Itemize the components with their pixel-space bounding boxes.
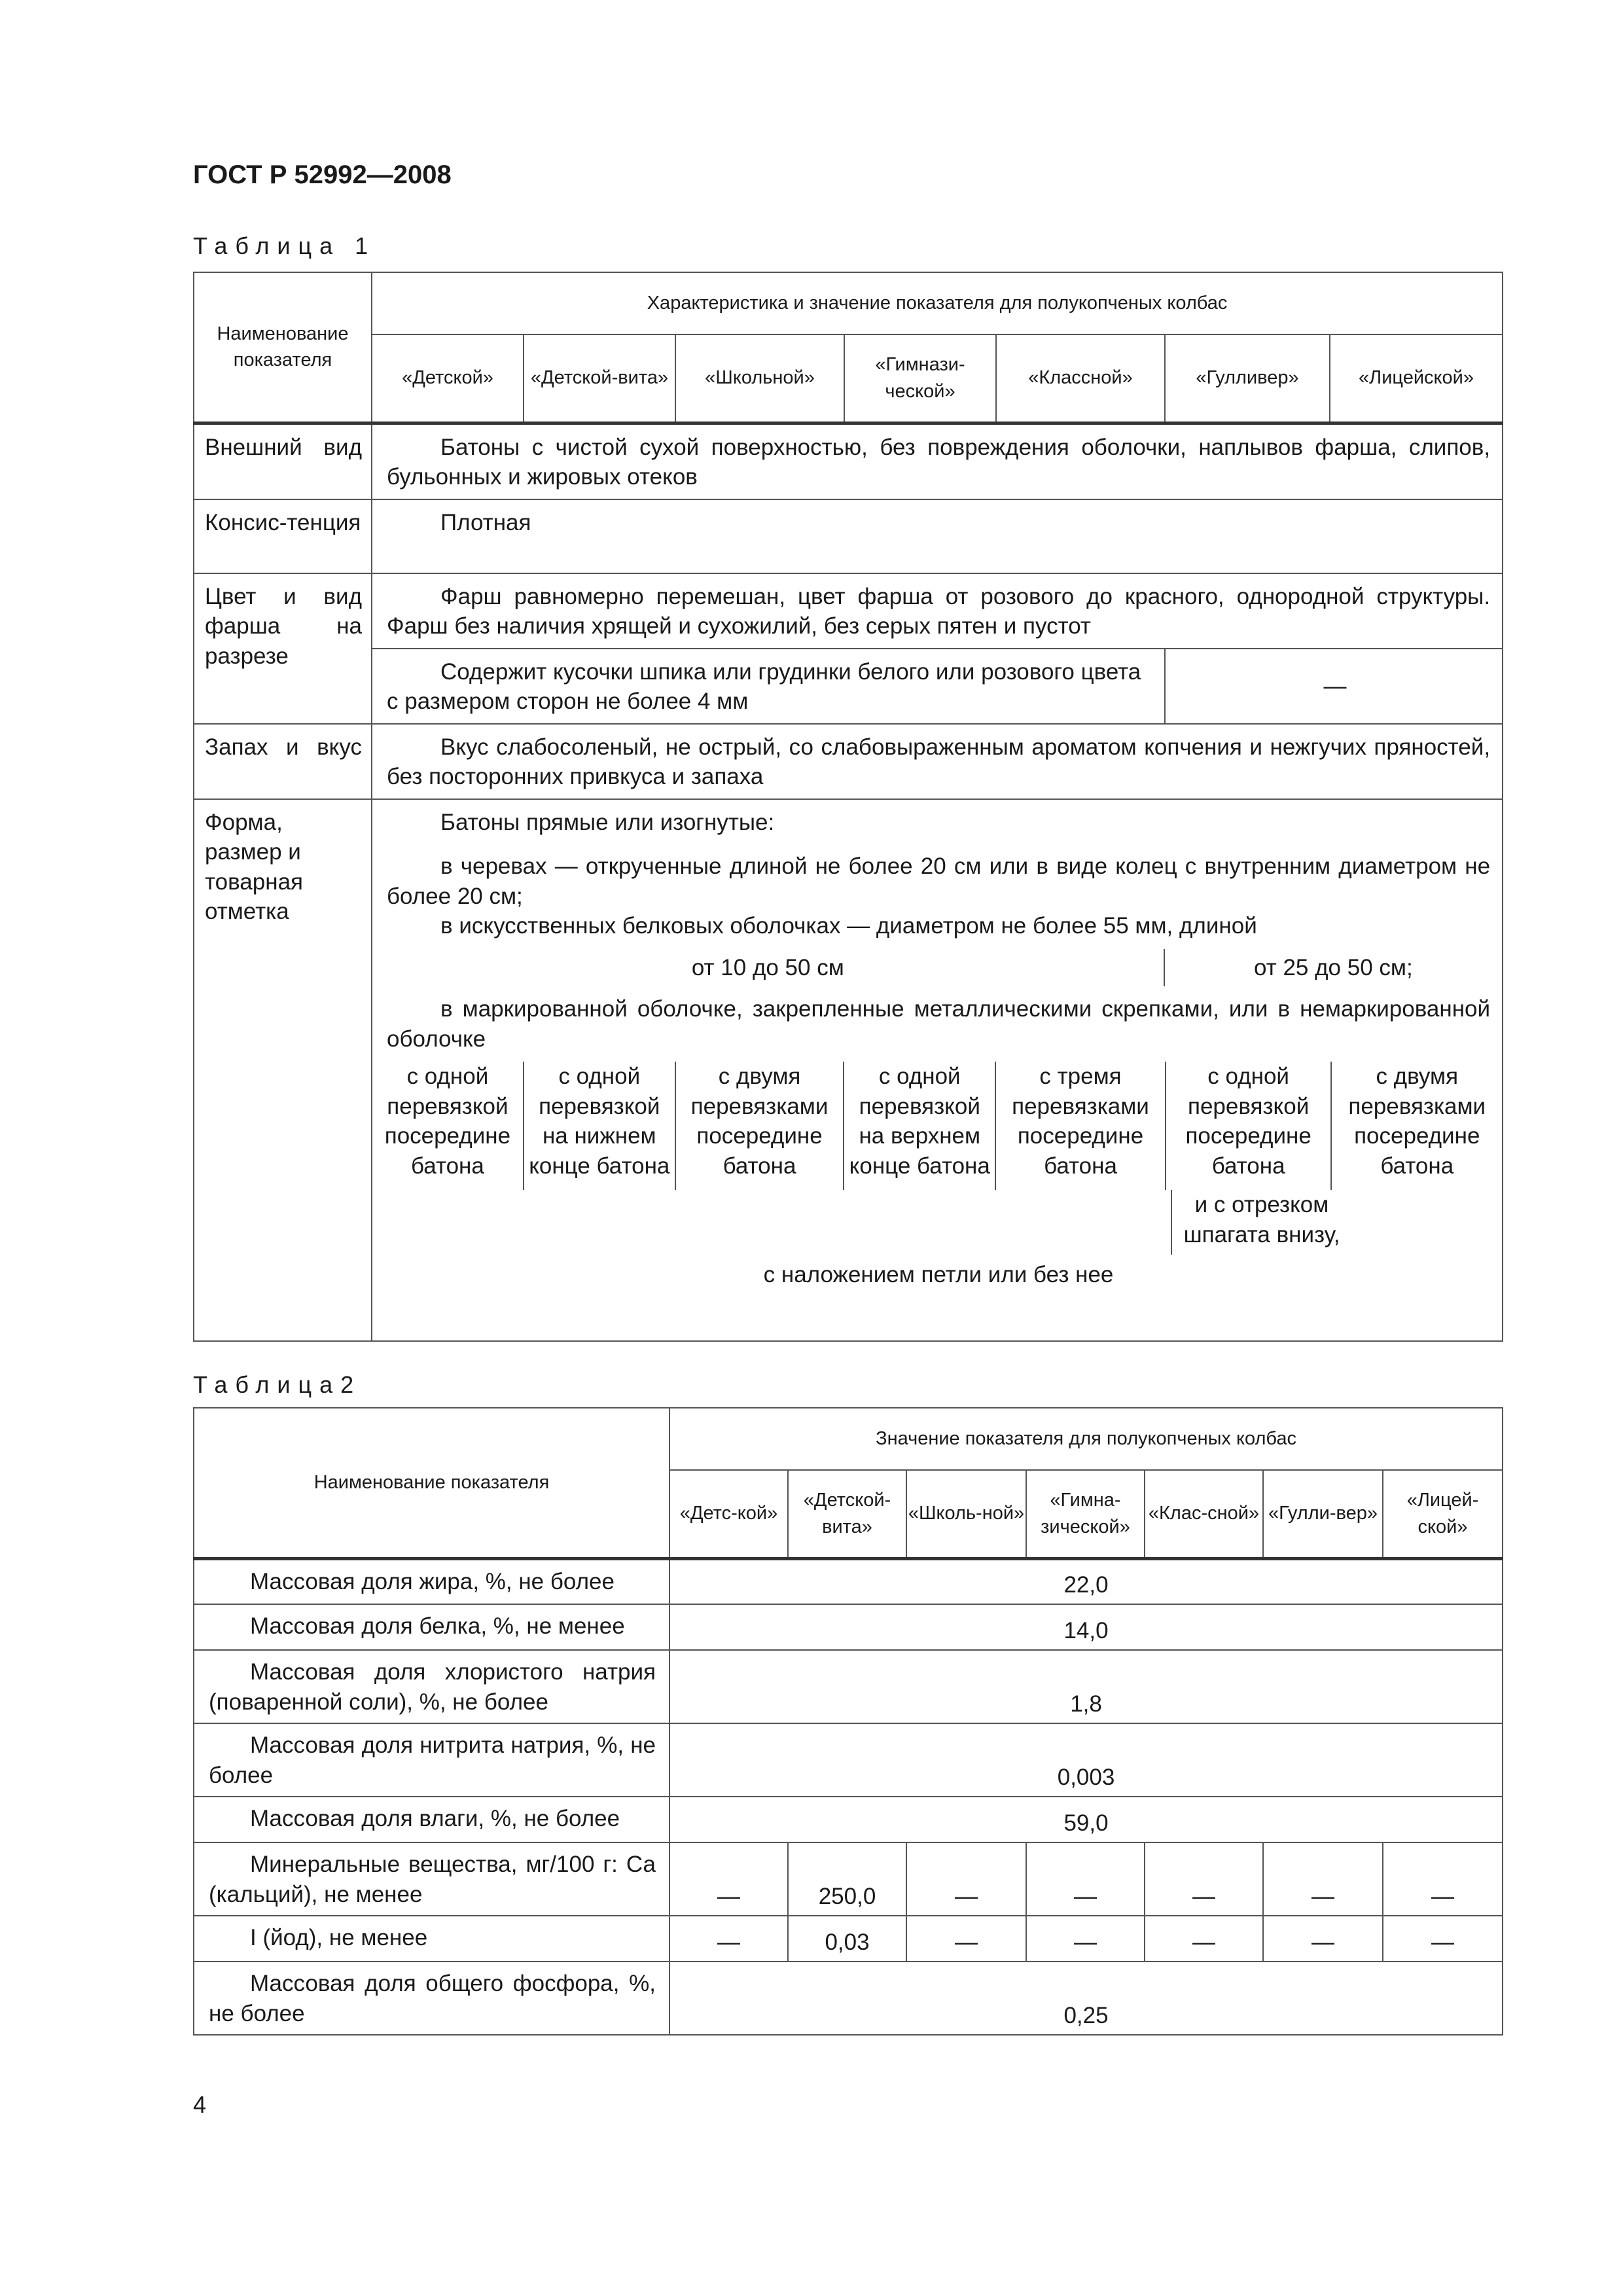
t2-iodine-value: — <box>906 1916 1026 1962</box>
t1-tie: с одной перевязкой на верхнем конце батона <box>844 1062 996 1190</box>
t2-header-group: Значение показателя для полукопченых колбас <box>669 1408 1503 1470</box>
t1-form-loop: с наложением петли или без нее <box>763 1262 1114 1287</box>
page-number: 4 <box>193 2091 207 2118</box>
t1-brand: «Детской» <box>372 334 524 423</box>
t1-tie: с тремя перевязками посередине батона <box>1012 1064 1149 1179</box>
t2-brand: «Клас-сной» <box>1145 1470 1263 1558</box>
t1-text-color: Фарш равномерно перемешан, цвет фарша от розового до красного, однородной структуры. Фарш без наличия хрящей и сухожилий, без серых пятен и пустот <box>387 583 1491 639</box>
t2-calcium-value: — <box>906 1842 1026 1916</box>
t2-calcium-value: 250,0 <box>788 1842 906 1916</box>
t1-brand: «Детской-вита» <box>524 334 675 423</box>
t1-tie: с одной перевязкой посередине батона <box>1165 1062 1332 1190</box>
t1-brand: «Гимнази-ческой» <box>844 334 996 423</box>
t1-color-dash: — <box>1165 649 1503 724</box>
t2-calcium-value: — <box>1026 1842 1145 1916</box>
t1-form-p2: в черевах — открученные длиной не более 20 см или в виде колец с внутренним диаметром не более 20 см; <box>387 853 1491 909</box>
t1-brand: «Гулливер» <box>1165 334 1330 423</box>
table2-caption: Таблица2 <box>193 1371 362 1398</box>
t1-form-twine-row <box>372 1190 1502 1255</box>
t1-form-len1: от 10 до 50 см <box>372 949 1165 987</box>
t2-iodine-value: — <box>1026 1916 1145 1962</box>
t2-row-value: 22,0 <box>669 1558 1503 1604</box>
t1-tie: с одной перевязкой на нижнем конце батона <box>524 1062 676 1190</box>
t1-tie: с двумя перевязками посередине батона <box>1348 1064 1486 1179</box>
t2-iodine-value: — <box>669 1916 788 1962</box>
t2-row-label: Массовая доля жира, %, не более <box>194 1558 669 1604</box>
t2-brand: «Детской-вита» <box>788 1470 906 1558</box>
document-header: ГОСТ Р 52992—2008 <box>193 160 452 189</box>
t1-header-param: Наименование показателя <box>194 272 372 423</box>
t1-form-ties <box>372 1062 1502 1190</box>
t1-brand: «Школьной» <box>675 334 844 423</box>
t1-label-smell: Запах и вкус <box>194 724 372 799</box>
t1-form-p3: в искусственных белковых оболочках — диаметром не более 55 мм, длиной <box>440 913 1257 939</box>
table1 <box>193 272 1503 1342</box>
t1-form-cell <box>372 799 1503 1341</box>
t2-row-value: 0,003 <box>669 1723 1503 1797</box>
t2-row-value: 14,0 <box>669 1604 1503 1650</box>
t1-form-length-row <box>372 949 1502 987</box>
table1-caption: Таблица 1 <box>193 232 376 259</box>
t1-text-smell: Вкус слабосоленый, не острый, со слабовыраженным ароматом копчения и нежгучих пряностей, без посторонних привкуса и запаха <box>387 734 1491 789</box>
t1-brand: «Лицейской» <box>1330 334 1503 423</box>
t1-header-group: Характеристика и значение показателя для полукопченых колбас <box>372 272 1503 334</box>
t2-row-label: Массовая доля белка, %, не менее <box>194 1604 669 1650</box>
t1-text-appearance: Батоны с чистой сухой поверхностью, без повреждения оболочки, наплывов фарша, слипов, бульонных и жировых отеков <box>387 434 1491 490</box>
t2-iodine-value: — <box>1263 1916 1383 1962</box>
t2-calcium-value: — <box>669 1842 788 1916</box>
t1-tie: с двумя перевязками посередине батона <box>676 1062 845 1190</box>
t2-row-value: 59,0 <box>669 1797 1503 1842</box>
t2-iodine-value: — <box>1145 1916 1263 1962</box>
t2-brand: «Гулли-вер» <box>1263 1470 1383 1558</box>
t1-text-consistency: Плотная <box>440 509 531 535</box>
t1-form-twine: и с отрезком шпагата внизу, <box>1171 1190 1345 1255</box>
table2 <box>193 1407 1503 2036</box>
t2-minerals-label: Минеральные вещества, мг/100 г: Са (кальций), не менее <box>194 1842 669 1916</box>
t1-form-p1: Батоны прямые или изогнутые: <box>440 809 775 835</box>
t2-calcium-value: — <box>1263 1842 1383 1916</box>
t2-iodine-value: — <box>1383 1916 1503 1962</box>
t1-brand: «Классной» <box>996 334 1165 423</box>
t2-phosphorus-label: Массовая доля общего фосфора, %, не более <box>194 1962 669 2035</box>
t1-label-color: Цвет и вид фарша на разрезе <box>194 573 372 724</box>
t2-brand: «Школь-ной» <box>906 1470 1026 1558</box>
t2-row-label: Массовая доля влаги, %, не более <box>194 1797 669 1842</box>
t2-brand: «Гимна-зической» <box>1026 1470 1145 1558</box>
t2-row-label: Массовая доля хлористого натрия (поваренной соли), %, не более <box>194 1650 669 1723</box>
t1-tie: с одной перевязкой посередине батона <box>372 1062 524 1190</box>
t2-row-value: 1,8 <box>669 1650 1503 1723</box>
t2-iodine-label: I (йод), не менее <box>194 1916 669 1962</box>
t2-calcium-value: — <box>1383 1842 1503 1916</box>
t2-phosphorus-value: 0,25 <box>669 1962 1503 2035</box>
t1-form-len2: от 25 до 50 см; <box>1254 954 1413 980</box>
t1-label-form: Форма, размер и товарная отметка <box>194 799 372 1341</box>
t1-label-appearance: Внешний вид <box>194 423 372 499</box>
t2-brand: «Лицей-ской» <box>1383 1470 1503 1558</box>
t2-row-label: Массовая доля нитрита натрия, %, не более <box>194 1723 669 1797</box>
t1-label-consistency: Консис-тенция <box>194 499 372 573</box>
t2-header-param: Наименование показателя <box>194 1408 669 1558</box>
t2-calcium-value: — <box>1145 1842 1263 1916</box>
t2-brand: «Детс-кой» <box>669 1470 788 1558</box>
t1-text-color-fat: Содержит кусочки шпика или грудинки белого или розового цвета с размером сторон не более 4 мм <box>387 658 1141 714</box>
t2-iodine-value: 0,03 <box>788 1916 906 1962</box>
t1-form-p4: в маркированной оболочке, закрепленные металлическими скрепками, или в немаркированной оболочке <box>387 996 1491 1052</box>
